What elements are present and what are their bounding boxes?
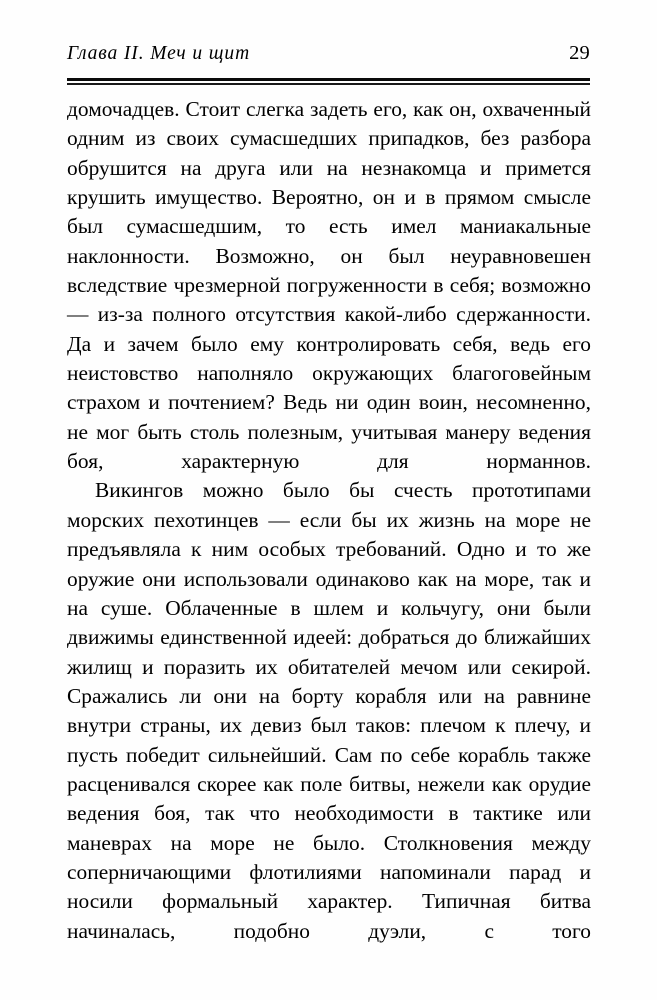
- running-head: [67, 43, 590, 69]
- page-number: 29: [569, 42, 590, 64]
- paragraph-continuation: домочадцев. Стоит слегка задеть его, как он, охваченный одним из своих сумасшедших припадков, без разбора обрушится на друга или на незнакомца и примется крушить имущество. Вероятно, он и в прямом смысле был сумасшедшим, то есть имел маниакальные наклонности. Возможно, он был неуравновешен вследствие чрезмерной погруженности в себя; возможно — из-за полного отсутствия какой-либо сдержанности. Да и зачем было ему контролировать себя, ведь его неистовство наполняло окружающих благоговейным страхом и почтением? Ведь ни один воин, несомненно, не мог быть столь полезным, учитывая манеру ведения боя, характерную для норманнов.: [67, 97, 591, 474]
- chapter-title: Глава II. Меч и щит: [67, 43, 251, 64]
- body-text: [67, 95, 591, 946]
- paragraph-vikings: Викингов можно было бы счесть прототипами морских пехотинцев — если бы их жизнь на море не предъявляла к ним особых требований. Одно и то же оружие они использовали одинаково как на море, так и на суше. Облаченные в шлем и кольчугу, они были движимы единственной идеей: добраться до ближайших жилищ и поразить их обитателей мечом или секирой. Сражались ли они на борту корабля или на равнине внутри страны, их девиз был таков: плечом к плечу, и пусть победит сильнейший. Сам по себе корабль также расценивался скорее как поле битвы, нежели как орудие ведения боя, так что необходимости в тактике или маневрах на море не было. Столкновения между соперничающими флотилиями напоминали парад и носили формальный характер. Типичная битва начиналась, подобно дуэли, с того: [67, 478, 591, 943]
- header-rule-thin: [67, 83, 590, 85]
- header-rule: [67, 78, 590, 85]
- header-rule-thick: [67, 78, 590, 81]
